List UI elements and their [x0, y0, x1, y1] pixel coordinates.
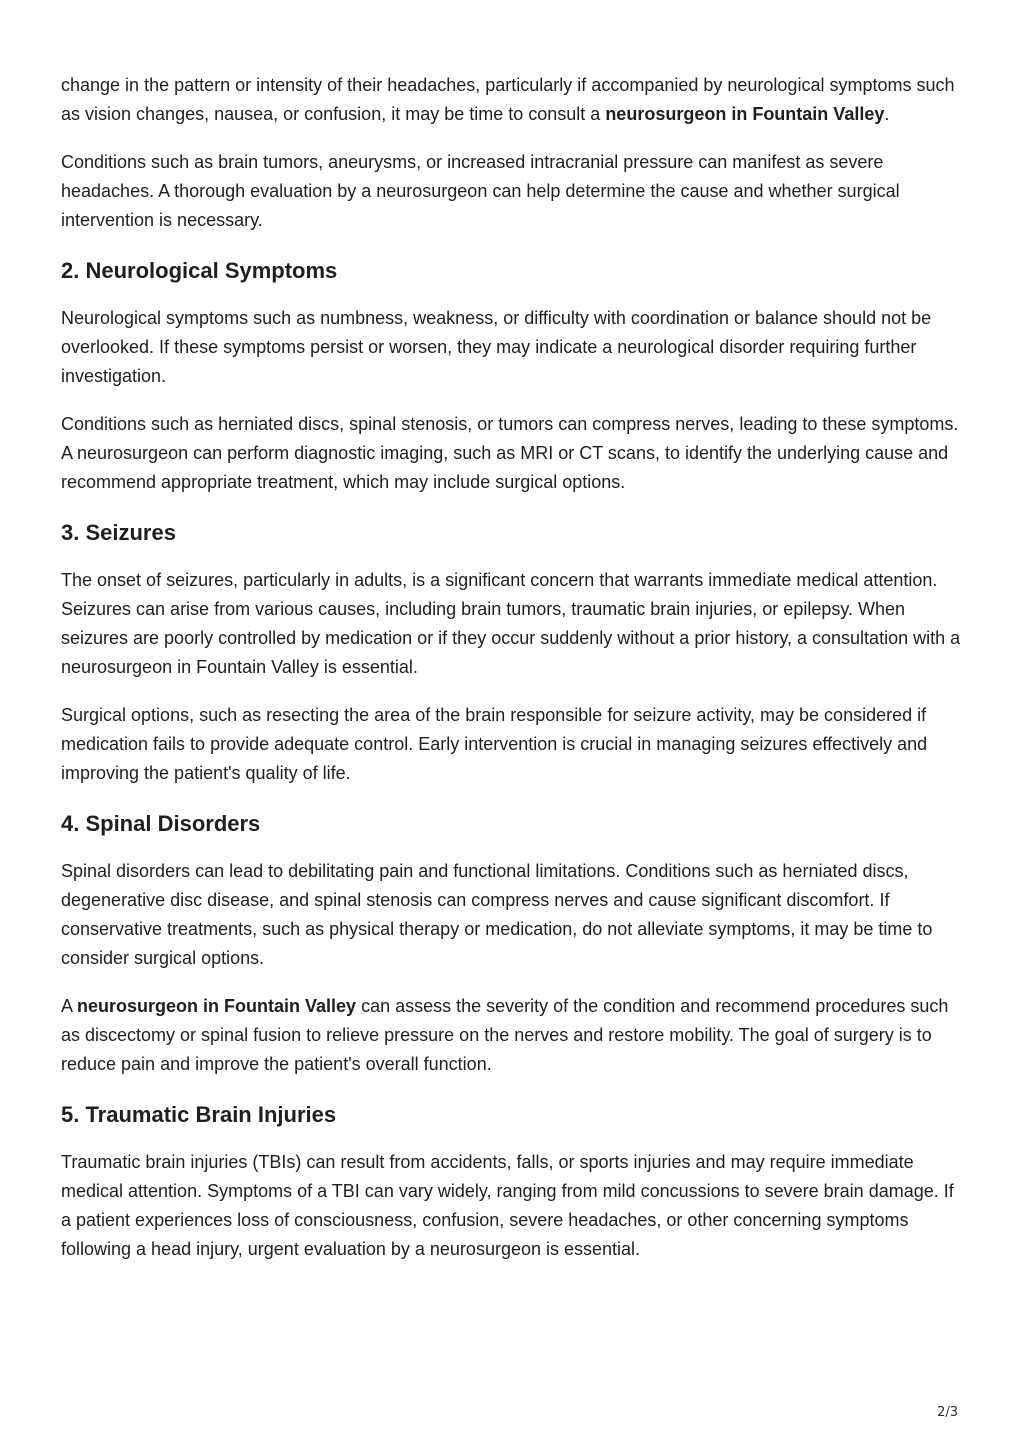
paragraph	[61, 992, 961, 1079]
paragraph	[61, 1148, 961, 1264]
text-run: .	[884, 104, 890, 124]
text-run: Traumatic brain injuries (TBIs) can result from accidents, falls, or sports injuries and may require immediate medical attention. Symptoms of a TBI can vary widely, ranging from mild concussions to severe brain damage. If a patient experiences loss of consciousness, confusion, severe headaches, or other concerning symptoms following a head injury, urgent evaluation by a neurosurgeon is essential.	[61, 1152, 954, 1259]
bold-text: neurosurgeon in Fountain Valley	[77, 996, 357, 1016]
paragraph	[61, 71, 961, 129]
bold-text: neurosurgeon in Fountain Valley	[605, 104, 885, 124]
text-run: Neurological symptoms such as numbness, weakness, or difficulty with coordination or balance should not be overlooked. If these symptoms persist or worsen, they may indicate a neurological disorder requiring further investigation.	[61, 308, 932, 386]
text-run: Conditions such as brain tumors, aneurysms, or increased intracranial pressure can manifest as severe headaches. A thorough evaluation by a neurosurgeon can help determine the cause and whether surgical intervention is necessary.	[61, 152, 900, 230]
section-heading: 4. Spinal Disorders	[61, 811, 261, 836]
document-page	[61, 71, 961, 1283]
paragraph	[61, 304, 961, 391]
text-run: The onset of seizures, particularly in adults, is a significant concern that warrants immediate medical attention. Seizures can arise from various causes, including brain tumors, traumatic brain injuries, or epilepsy. When seizures are poorly controlled by medication or if they occur suddenly without a prior history, a consultation with a neurosurgeon in Fountain Valley is essential.	[61, 570, 961, 677]
page-number: 2/3	[937, 1405, 958, 1420]
paragraph	[61, 148, 961, 235]
text-run: can assess the severity of the condition and recommend procedures such as discectomy or spinal fusion to relieve pressure on the nerves and restore mobility. The goal of surgery is to reduce pain and improve the patient's overall function.	[61, 996, 949, 1074]
paragraph	[61, 566, 961, 682]
text-run: Spinal disorders can lead to debilitating pain and functional limitations. Conditions such as herniated discs, degenerative disc disease, and spinal stenosis can compress nerves and cause significant discomfort. If conservative treatments, such as physical therapy or medication, do not alleviate symptoms, it may be time to consider surgical options.	[61, 861, 933, 968]
text-run: Conditions such as herniated discs, spinal stenosis, or tumors can compress nerves, leading to these symptoms. A neurosurgeon can perform diagnostic imaging, such as MRI or CT scans, to identify the underlying cause and recommend appropriate treatment, which may include surgical options.	[61, 414, 959, 492]
section-heading: 5. Traumatic Brain Injuries	[61, 1102, 337, 1127]
section-heading: 3. Seizures	[61, 520, 176, 545]
text-run: A	[61, 996, 78, 1016]
paragraph	[61, 701, 961, 788]
paragraph	[61, 410, 961, 497]
text-run: Surgical options, such as resecting the area of the brain responsible for seizure activity, may be considered if medication fails to provide adequate control. Early intervention is crucial in managing seizures effectively and improving the patient's quality of life.	[61, 705, 928, 783]
paragraph	[61, 857, 961, 973]
text-run: change in the pattern or intensity of their headaches, particularly if accompanied by neurological symptoms such as vision changes, nausea, or confusion, it may be time to consult a	[61, 75, 955, 124]
section-heading: 2. Neurological Symptoms	[61, 258, 338, 283]
